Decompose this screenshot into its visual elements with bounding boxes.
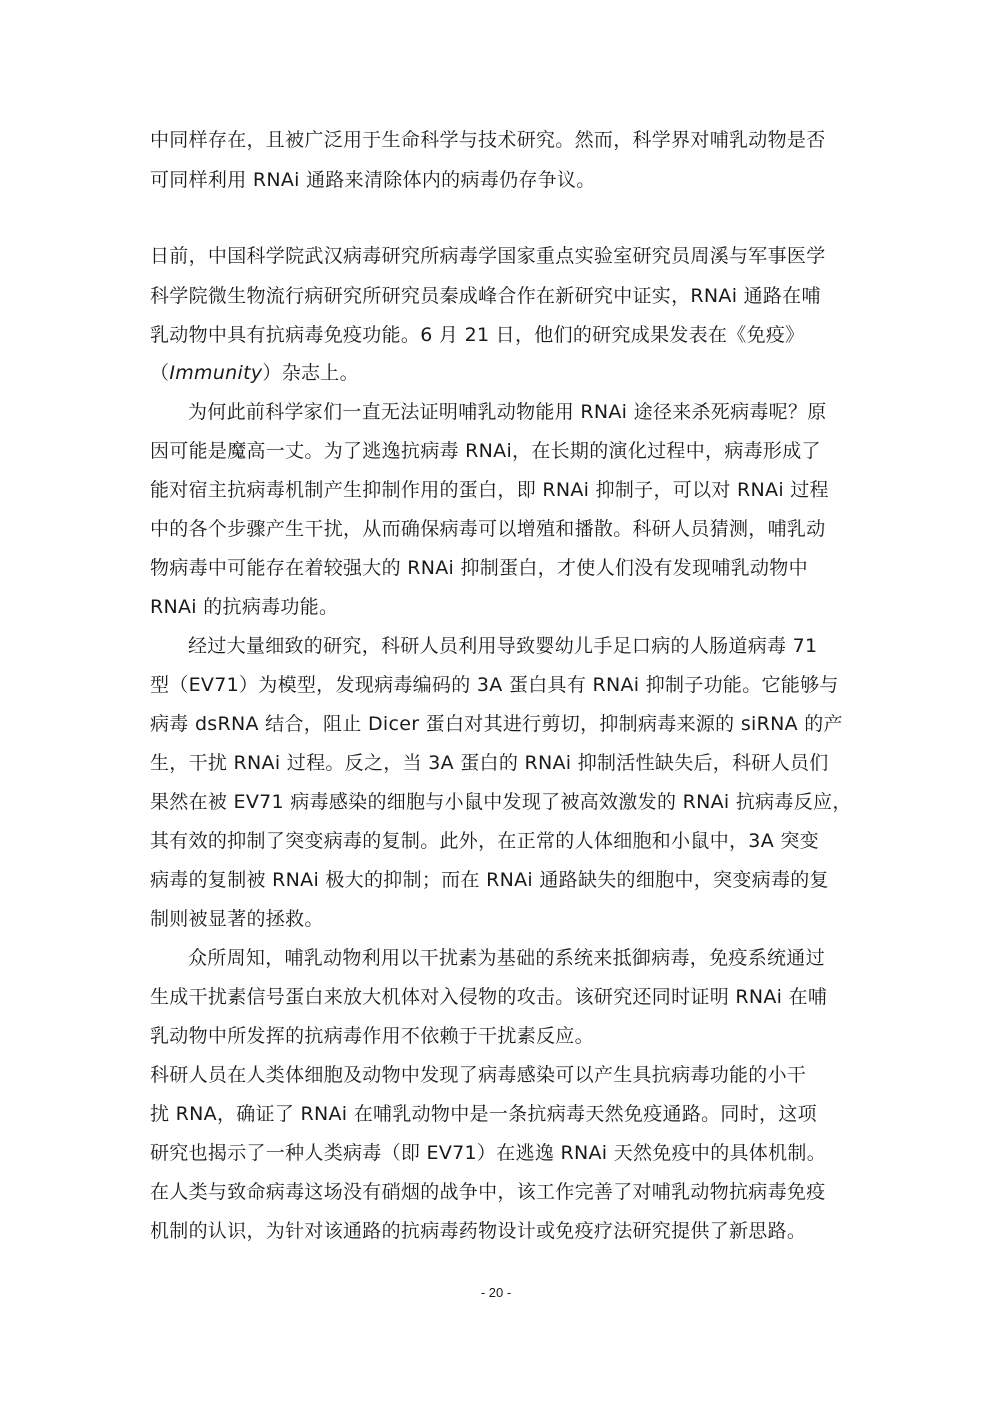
text-line: 病毒的复制被 RNAi 极大的抑制；而在 RNAi 通路缺失的细胞中，突变病毒的复 xyxy=(150,869,829,891)
text-line: 机制的认识，为针对该通路的抗病毒药物设计或免疫疗法研究提供了新思路。 xyxy=(150,1220,807,1242)
text-line: 物病毒中可能存在着较强大的 RNAi 抑制蛋白，才使人们没有发现哺乳动物中 xyxy=(150,557,808,579)
text-line: RNAi 的抗病毒功能。 xyxy=(150,596,339,618)
text-line: 因可能是魔高一丈。为了逃逸抗病毒 RNAi，在长期的演化过程中，病毒形成了 xyxy=(150,440,821,462)
text-fragment: ）杂志上。 xyxy=(262,362,359,384)
text-line: 日前，中国科学院武汉病毒研究所病毒学国家重点实验室研究员周溪与军事医学 xyxy=(150,245,826,267)
paren-open: （ xyxy=(150,362,170,384)
text-line: 型（EV71）为模型，发现病毒编码的 3A 蛋白具有 RNAi 抑制子功能。它能够与 xyxy=(150,674,839,696)
text-line: 扰 RNA，确证了 RNAi 在哺乳动物中是一条抗病毒天然免疫通路。同时，这项 xyxy=(150,1103,817,1125)
text-line: 制则被显著的拯救。 xyxy=(150,908,324,930)
text-line: 其有效的抑制了突变病毒的复制。此外，在正常的人体细胞和小鼠中，3A 突变 xyxy=(150,830,819,852)
text-line: 果然在被 EV71 病毒感染的细胞与小鼠中发现了被高效激发的 RNAi 抗病毒反应， xyxy=(150,791,852,813)
text-line: 中的各个步骤产生干扰，从而确保病毒可以增殖和播散。科研人员猜测，哺乳动 xyxy=(150,518,826,540)
text-line: 病毒 dsRNA 结合，阻止 Dicer 蛋白对其进行剪切，抑制病毒来源的 siRNA 的产 xyxy=(150,713,843,735)
text-line: 科学院微生物流行病研究所研究员秦成峰合作在新研究中证实，RNAi 通路在哺 xyxy=(150,285,821,307)
page-number: - 20 - xyxy=(480,1285,512,1300)
text-line: 众所周知，哺乳动物利用以干扰素为基础的系统来抵御病毒，免疫系统通过 xyxy=(188,947,825,969)
text-line: 乳动物中所发挥的抗病毒作用不依赖于干扰素反应。 xyxy=(150,1025,594,1047)
journal-name: Immunity xyxy=(169,362,263,384)
text-line: 在人类与致命病毒这场没有硝烟的战争中，该工作完善了对哺乳动物抗病毒免疫 xyxy=(150,1181,826,1203)
text-line: 研究也揭示了一种人类病毒（即 EV71）在逃逸 RNAi 天然免疫中的具体机制。 xyxy=(150,1142,826,1164)
text-line: 经过大量细致的研究，科研人员利用导致婴幼儿手足口病的人肠道病毒 71 xyxy=(188,635,818,657)
text-line: 科研人员在人类体细胞及动物中发现了病毒感染可以产生具抗病毒功能的小干 xyxy=(150,1064,807,1086)
text-line: 乳动物中具有抗病毒免疫功能。6 月 21 日，他们的研究成果发表在《免疫》 xyxy=(150,324,805,346)
text-line: 生成干扰素信号蛋白来放大机体对入侵物的攻击。该研究还同时证明 RNAi 在哺 xyxy=(150,986,828,1008)
text-line: 生，干扰 RNAi 过程。反之，当 3A 蛋白的 RNAi 抑制活性缺失后，科研人员们 xyxy=(150,752,829,774)
text-line: 中同样存在，且被广泛用于生命科学与技术研究。然而，科学界对哺乳动物是否 xyxy=(150,129,826,151)
text-line xyxy=(150,361,359,385)
text-line: 为何此前科学家们一直无法证明哺乳动物能用 RNAi 途径来杀死病毒呢？原 xyxy=(188,401,827,423)
text-line: 能对宿主抗病毒机制产生抑制作用的蛋白，即 RNAi 抑制子，可以对 RNAi 过程 xyxy=(150,479,829,501)
text-line: 可同样利用 RNAi 通路来清除体内的病毒仍存争议。 xyxy=(150,169,596,191)
